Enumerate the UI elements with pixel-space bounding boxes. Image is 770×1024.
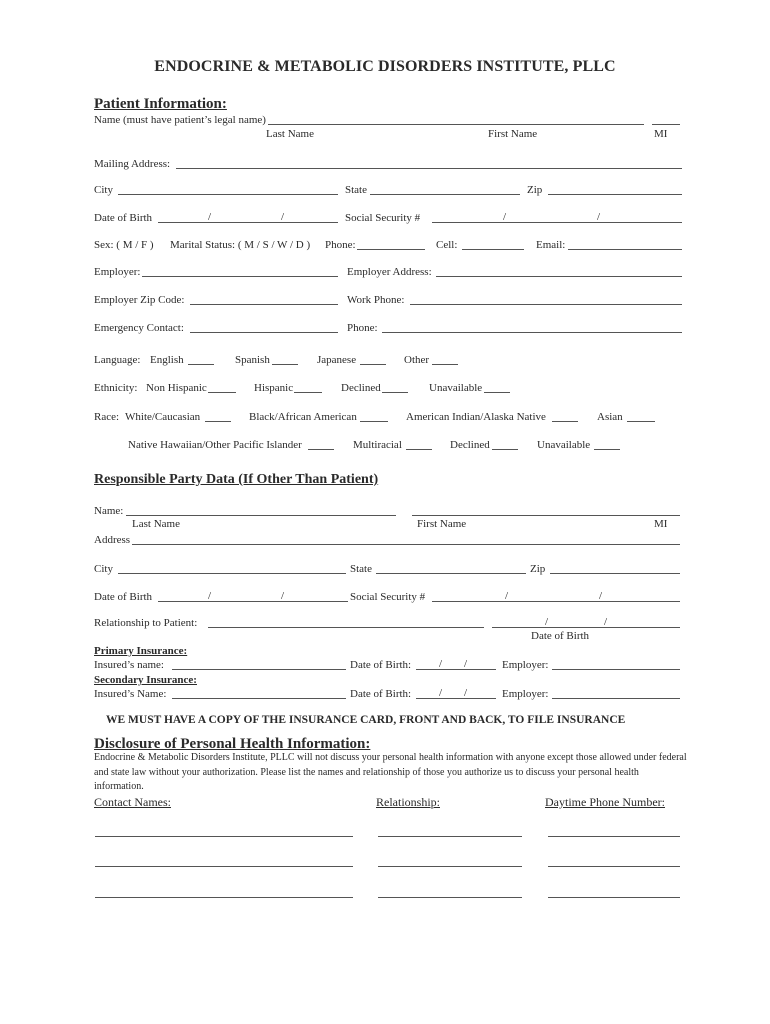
primary-employer-label: Employer:: [502, 659, 549, 671]
disclosure-text: Endocrine & Metabolic Disorders Institute, PLLC will not discuss your personal health information with anyone except those allowed under federal and state law without your authorization. Please list the names and relationship of those you authorize us to discuss your personal health information.: [94, 752, 687, 792]
rp-ssn-label: Social Security #: [350, 591, 426, 603]
rp-dob-label: Date of Birth: [94, 591, 153, 603]
rp-mi-caption: MI: [654, 518, 668, 530]
rp-rel-dob-slash: /: [545, 616, 549, 628]
cell-field[interactable]: [462, 249, 524, 250]
patient-mi-caption: MI: [654, 128, 668, 140]
rp-city-field[interactable]: [118, 573, 346, 574]
employer-address-label: Employer Address:: [347, 266, 432, 278]
rp-name-label: Name:: [94, 505, 124, 517]
work-phone-field[interactable]: [410, 304, 682, 305]
dob-slash: /: [208, 211, 212, 223]
secondary-insured-name-field[interactable]: [172, 698, 346, 699]
insurance-card-notice: WE MUST HAVE A COPY OF THE INSURANCE CARD, FRONT AND BACK, TO FILE INSURANCE: [106, 714, 626, 726]
email-field[interactable]: [568, 249, 682, 250]
secondary-dob-slash: /: [464, 687, 468, 699]
phone-label: Phone:: [325, 239, 356, 251]
employer-label: Employer:: [94, 266, 141, 278]
primary-dob-slash: /: [439, 658, 443, 670]
race-label: Race:: [94, 411, 120, 423]
race-declined-checkbox[interactable]: [492, 449, 518, 450]
phone-field[interactable]: [357, 249, 425, 250]
contact-name-field-1[interactable]: [95, 836, 353, 837]
language-option-english: English: [150, 354, 184, 366]
emergency-contact-label: Emergency Contact:: [94, 322, 184, 334]
race-american-indian-checkbox[interactable]: [552, 421, 578, 422]
rp-last-name-field[interactable]: [126, 515, 396, 516]
race-option-white: White/Caucasian: [125, 411, 201, 423]
language-english-checkbox[interactable]: [188, 364, 214, 365]
ethnicity-option-hispanic: Hispanic: [254, 382, 294, 394]
rp-dob-caption: Date of Birth: [531, 630, 590, 642]
emergency-contact-field[interactable]: [190, 332, 338, 333]
ssn-slash: /: [503, 211, 507, 223]
dob-slash: /: [281, 211, 285, 223]
ethnicity-declined-checkbox[interactable]: [382, 392, 408, 393]
primary-dob-label: Date of Birth:: [350, 659, 412, 671]
primary-insurance-heading: Primary Insurance:: [94, 645, 188, 657]
ethnicity-hispanic-checkbox[interactable]: [294, 392, 322, 393]
secondary-dob-field[interactable]: [416, 698, 496, 699]
disclosure-heading: Disclosure of Personal Health Information:: [94, 736, 371, 752]
race-option-american-indian: American Indian/Alaska Native: [406, 411, 546, 423]
rp-relationship-label: Relationship to Patient:: [94, 617, 198, 629]
rp-zip-field[interactable]: [550, 573, 680, 574]
ethnicity-non-hispanic-checkbox[interactable]: [208, 392, 236, 393]
rp-state-label: State: [350, 563, 372, 575]
emergency-phone-label: Phone:: [347, 322, 378, 334]
rp-dob-slash: /: [281, 590, 285, 602]
race-black-checkbox[interactable]: [360, 421, 388, 422]
race-option-declined: Declined: [450, 439, 490, 451]
ssn-label: Social Security #: [345, 212, 421, 224]
primary-dob-slash: /: [464, 658, 468, 670]
patient-name-label: Name (must have patient’s legal name): [94, 114, 266, 126]
rp-address-label: Address: [94, 534, 131, 546]
employer-zip-field[interactable]: [190, 304, 338, 305]
city-label: City: [94, 184, 113, 196]
patient-last-name-caption: Last Name: [266, 128, 314, 140]
contact-name-field-3[interactable]: [95, 897, 353, 898]
language-other-checkbox[interactable]: [432, 364, 458, 365]
contact-names-column-header: Contact Names:: [94, 795, 171, 809]
patient-first-name-caption: First Name: [488, 128, 538, 140]
secondary-dob-label: Date of Birth:: [350, 688, 412, 700]
employer-address-field[interactable]: [436, 276, 682, 277]
race-unavailable-checkbox[interactable]: [594, 449, 620, 450]
language-option-other: Other: [404, 354, 430, 366]
ssn-field[interactable]: [432, 222, 682, 223]
contact-name-field-2[interactable]: [95, 866, 353, 867]
relationship-field-2[interactable]: [378, 866, 522, 867]
rp-dob-field[interactable]: [158, 601, 348, 602]
rp-ssn-slash: /: [599, 590, 603, 602]
relationship-column-header: Relationship:: [376, 795, 440, 809]
dob-field[interactable]: [158, 222, 338, 223]
cell-label: Cell:: [436, 239, 458, 251]
emergency-phone-field[interactable]: [382, 332, 682, 333]
dob-label: Date of Birth: [94, 212, 153, 224]
rp-zip-label: Zip: [530, 563, 546, 575]
secondary-dob-slash: /: [439, 687, 443, 699]
race-option-native-hawaiian: Native Hawaiian/Other Pacific Islander: [128, 439, 302, 451]
mailing-address-field[interactable]: [176, 168, 682, 169]
secondary-insurance-heading: Secondary Insurance:: [94, 674, 197, 686]
relationship-field-1[interactable]: [378, 836, 522, 837]
race-asian-checkbox[interactable]: [627, 421, 655, 422]
patient-last-first-name-field[interactable]: [268, 124, 644, 125]
secondary-insured-name-label: Insured’s Name:: [94, 688, 167, 700]
page-title: ENDOCRINE & METABOLIC DISORDERS INSTITUTE, PLLC: [154, 58, 616, 75]
state-label: State: [345, 184, 367, 196]
zip-field[interactable]: [548, 194, 682, 195]
language-spanish-checkbox[interactable]: [272, 364, 298, 365]
language-label: Language:: [94, 354, 141, 366]
city-field[interactable]: [118, 194, 338, 195]
sex-label: Sex: ( M / F ): [94, 239, 154, 251]
rp-last-name-caption: Last Name: [132, 518, 180, 530]
race-native-hawaiian-checkbox[interactable]: [308, 449, 334, 450]
employer-zip-label: Employer Zip Code:: [94, 294, 185, 306]
race-option-asian: Asian: [597, 411, 623, 423]
phone-field-2[interactable]: [548, 866, 680, 867]
patient-info-heading: Patient Information:: [94, 96, 227, 112]
mailing-address-label: Mailing Address:: [94, 158, 171, 170]
primary-insured-name-field[interactable]: [172, 669, 346, 670]
relationship-field-3[interactable]: [378, 897, 522, 898]
rp-dob-slash: /: [208, 590, 212, 602]
race-option-multiracial: Multiracial: [353, 439, 402, 451]
rp-address-field[interactable]: [132, 544, 680, 545]
ssn-slash: /: [597, 211, 601, 223]
work-phone-label: Work Phone:: [347, 294, 405, 306]
ethnicity-label: Ethnicity:: [94, 382, 138, 394]
race-option-unavailable: Unavailable: [537, 439, 591, 451]
responsible-party-heading: Responsible Party Data (If Other Than Patient): [94, 472, 379, 487]
ethnicity-unavailable-checkbox[interactable]: [484, 392, 510, 393]
email-label: Email:: [536, 239, 566, 251]
ethnicity-option-declined: Declined: [341, 382, 381, 394]
primary-employer-field[interactable]: [552, 669, 680, 670]
language-option-japanese: Japanese: [317, 354, 357, 366]
zip-label: Zip: [527, 184, 543, 196]
rp-ssn-slash: /: [505, 590, 509, 602]
daytime-phone-column-header: Daytime Phone Number:: [545, 795, 665, 809]
race-option-black: Black/African American: [249, 411, 357, 423]
employer-field[interactable]: [142, 276, 338, 277]
primary-dob-field[interactable]: [416, 669, 496, 670]
rp-rel-dob-slash: /: [604, 616, 608, 628]
rp-relationship-field[interactable]: [208, 627, 484, 628]
rp-ssn-field[interactable]: [432, 601, 680, 602]
language-option-spanish: Spanish: [235, 354, 270, 366]
race-multiracial-checkbox[interactable]: [406, 449, 432, 450]
ethnicity-option-unavailable: Unavailable: [429, 382, 483, 394]
secondary-employer-field[interactable]: [552, 698, 680, 699]
language-japanese-checkbox[interactable]: [360, 364, 386, 365]
secondary-employer-label: Employer:: [502, 688, 549, 700]
patient-mi-field[interactable]: [652, 124, 680, 125]
race-white-checkbox[interactable]: [205, 421, 231, 422]
rp-state-field[interactable]: [376, 573, 526, 574]
phone-field-3[interactable]: [548, 897, 680, 898]
ethnicity-option-non-hispanic: Non Hispanic: [146, 382, 207, 394]
phone-field-1[interactable]: [548, 836, 680, 837]
rp-relationship-dob-field[interactable]: [492, 627, 680, 628]
state-field[interactable]: [370, 194, 520, 195]
rp-first-name-caption: First Name: [417, 518, 467, 530]
primary-insured-name-label: Insured’s name:: [94, 659, 164, 671]
rp-city-label: City: [94, 563, 113, 575]
marital-status-label: Marital Status: ( M / S / W / D ): [170, 239, 311, 251]
rp-first-mi-field[interactable]: [412, 515, 680, 516]
